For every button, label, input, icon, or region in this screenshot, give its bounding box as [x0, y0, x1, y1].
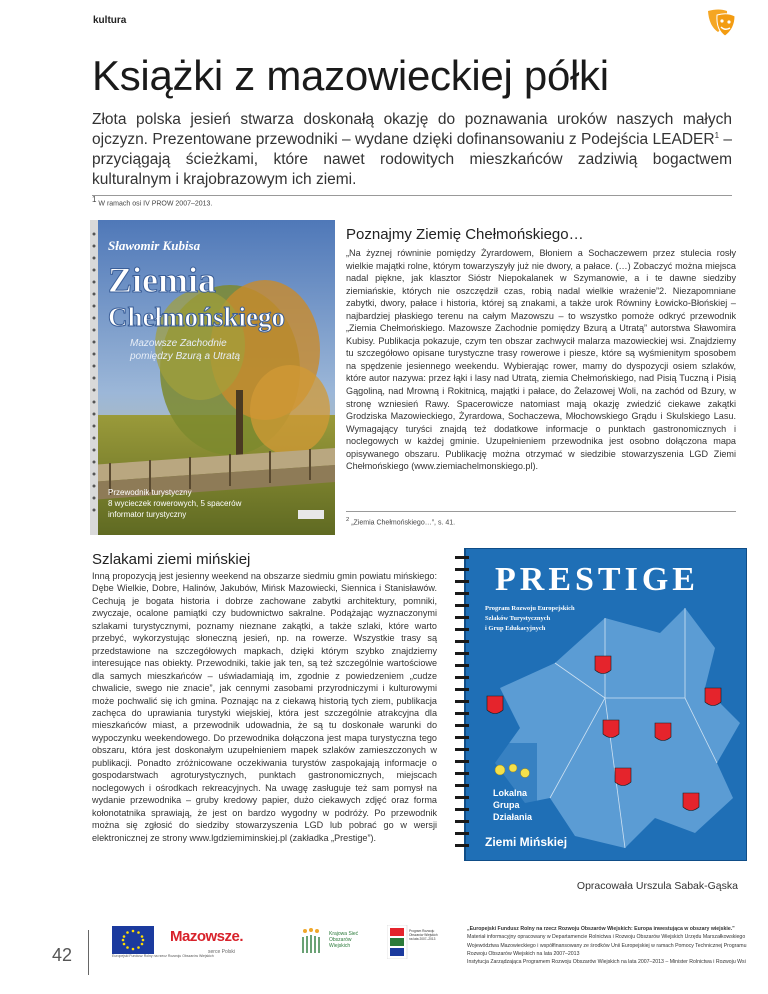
- book1-subtitle-2: pomiędzy Bzurą a Utratą: [130, 351, 241, 362]
- eu-disclaimer: „Europejski Fundusz Rolny na rzecz Rozwoju Obszarów Wiejskich: Europa inwestująca w obszary wiejskie.” Materiał informacyjny opracowany w Departamencie Rolnictwa i Rozwoju Obszarów Wiejskich Urzędu Marszałkowskiego Województwa Mazowieckiego i współfinansowany ze środków Unii Europejskiej w ramach Pomocy Technicznej Programu Rozwoju Obszarów Wiejskich na lata 2007–2013 Instytucja Zarządzająca Programem Rozwoju Obszarów Wiejskich na lata 2007–2013 – Minister Rolnictwa i Rozwoju Wsi: [467, 926, 747, 966]
- divider: [346, 511, 736, 512]
- book-cover-prestige: [455, 548, 747, 861]
- funding-logos: [112, 924, 452, 960]
- footnote: $^1$ W ramach osi IV PROW 2007–2013.: [92, 195, 213, 208]
- book2-subtitle-1: Program Rozwoju Europejskich: [485, 605, 575, 612]
- footnote-2: $^2$ „Ziemia Chełmońskiego…”, s. 41.: [346, 517, 456, 527]
- book1-author: Sławomir Kubisa: [108, 238, 201, 253]
- book2-lgd-2: Grupa: [493, 800, 520, 810]
- book2-lgd-4: Ziemi Mińskiej: [485, 835, 568, 849]
- lead-paragraph: Złota polska jesień stwarza doskonałą okazję do poznawania uroków naszych małych ojczyzn. Prezentowane przewodniki – wydane dzięki dofinansowaniu z Podejścia LEADER$^1$ – przyciągają ścieżkami, które nawet rodowitych mieszkańców zadziwią bogactwem kulturalnym i krajobrazowym ich ziemi.: [92, 111, 732, 188]
- theatre-masks-icon: [705, 8, 737, 38]
- book1-desc-3: informator turystyczny: [108, 510, 187, 519]
- mazowsze-tagline: serce Polski: [208, 949, 235, 955]
- book1-subtitle-1: Mazowsze Zachodnie: [130, 338, 227, 349]
- section-body-minsk: Inną propozycją jest jesienny weekend na obszarze siedmiu gmin powiatu mińskiego: Dębe Wielkie, Dobre, Halinów, Jakubów, Mińsk Mazowiecki, Siennica i Stanisławów. Cechują je bogata historia i dobrze zachowane zabytki architektury, pomniki, zwyczaje, ocalone pamiątki czy budownictwo sakralne. Podążając wyznaczonymi szlakami turystycznymi, poznamy nieznane zakątki, a także szlaki, które warto przebyć, wykorzystując słoneczną jesień, np. na rowerze. Wszystkie trasy są przedstawione na szczegółowych mapkach, dzięki którym szybko znajdziemy interesujące nas obiekty. Przewodniki, takie jak ten, są też szczególnie wartościowe dla samych mieszkańców – uświadamiają im, zgodnie z powiedzeniem „cudze chwalicie, swego nie znacie”, jak cennymi zasobami przyrodniczymi i kulturowymi może pochwalić się ich gmina. Poznając na z ciekawą historią tych ziem, publikacja zachęca do uprawiania turystyki wiejskiej, która jest szczególnie atrakcyjna dla mieszkańców miast, a przewodnik udowadnia, że są tu doskonałe warunki do wypoczynku weekendowego. Do przewodnika dołączona jest mapa turystyczna tego obszaru, która jest doskonałym uzupełnieniem mapek szlaków zamieszczonych w publikacji. Ponadto zróżnicowane oczekiwania turystów zaspokajają informacje o gospodarstwach agroturystycznych, punktach gastronomicznych, miejscach noclegowych i ośrodkach rekreacyjnych. Na uwagę zasługuje też sam pomysł na wydanie przewodnika – gruby kredowy papier, dużo ciekawych zdjęć oraz forma kołonotatnika sprawiają, że jest on bardzo wygodny w podróży. Po przewodnik można się zgłosić do siedziby stowarzyszenia LGD lub pobrać go w wersji elektronicznej ze strony www.lgdziemiminskiej.pl (zakładka „Prestige”).: [92, 571, 437, 843]
- book1-title-2: Chełmońskiego: [108, 302, 286, 332]
- author-credit: Opracowała Urszula Sabak-Gąska: [576, 880, 738, 892]
- prow-text: Program Rozwoju Obszarów Wiejskich na lata 2007–2013: [409, 929, 438, 941]
- page-title: Książki z mazowieckiej półki: [92, 52, 609, 99]
- book2-lgd-1: Lokalna: [493, 788, 528, 798]
- section-title-minsk: Szlakami ziemi mińskiej: [92, 551, 251, 568]
- eu-caption: Europejski Fundusz Rolny na rzecz Rozwoju Obszarów Wiejskich: [112, 954, 214, 958]
- divider: [92, 195, 732, 196]
- page-number: 42: [52, 945, 73, 965]
- divider: [88, 930, 89, 975]
- book2-lgd-3: Działania: [493, 812, 533, 822]
- section-body-chelmonski: „Na żyznej równinie pomiędzy Żyrardowem, Błoniem a Sochaczewem przez stulecia rosły wielkie majątki rolne, którym towarzyszyły już nie dwory, a pałace. (…) Zobaczyć można miejsca nadal piękne, jak klasztor Sióstr Niepokalanek w Szymanowie, a i te dawne siedziby ziemiańskie, których nie oszczędził czas, robią nadal wielkie wrażenie”2. Niezapomniane zabytki, dwory, pałace i historia, której są znakami, a także urok Równiny Łowicko-Błońskiej – najbardziej płaskiego terenu na całym Mazowszu – to wszystko pomoże odkryć przewodnik „Ziemia Chełmońskiego. Mazowsze Zachodnie pomiędzy Bzurą a Utratą” autorstwa Sławomira Kubisy. Publikacja pokazuje, czym ten obszar zachwycił malarza mazowieckiej wsi. Znajdziemy tu szczegółowo opisane turystyczne trasy rowerowe i piesze, które są wyśmienitym sposobem na spędzenie jesiennego weekendu. Wybierając rower, mamy do dyspozycji osiem szlaków, które autor nazywa: przez łąki i lasy nad Utratą, ziemia Chełmońskiego, nad Pisią Tuczną i Pisią Gągoliną, nad Mrowną i Rokitnicą, majątki i pałace, do Żelazowej Woli, na zachód od Bzury, w stronę wzniesień Rawy. Spacerowicze natomiast mają okazję zwiedzić ciekawe zakątki Grodziska Mazowieckiego, Żyrardowa, Sochaczewa, Młochowskiego Grądu i Skulskiego Lasu. Wymagający turyści znajdą też dodatkowe informacje o punktach gastronomicznych i noclegowych w każdej gminie. Uzupełnieniem przewodnika jest osobno dołączona mapa opisywanego obszaru. Publikację można otrzymać w siedzibie stowarzyszenia LGD Ziemi Chełmońskiego (www.ziemiachelmonskiego.pl).: [346, 248, 736, 472]
- book-cover-ziemia-chelmonskiego: [90, 220, 335, 535]
- mazowsze-logo: Mazowsze.: [170, 928, 244, 945]
- book2-title: PRESTIGE: [495, 561, 699, 598]
- book1-desc-2: 8 wycieczek rowerowych, 5 spacerów: [108, 499, 242, 508]
- section-label: kultura: [93, 15, 127, 26]
- book1-desc-1: Przewodnik turystyczny: [108, 488, 192, 497]
- book2-subtitle-2: Szlaków Turystycznych: [485, 615, 551, 622]
- ksow-text: Krajowa Sieć Obszarów Wiejskich: [329, 931, 359, 949]
- book2-subtitle-3: i Grup Edukacyjnych: [485, 625, 546, 632]
- eu-flag-logo: [112, 926, 154, 954]
- book1-title-1: Ziemia: [108, 260, 216, 300]
- section-title-chelmonski: Poznajmy Ziemię Chełmońskiego…: [346, 226, 584, 243]
